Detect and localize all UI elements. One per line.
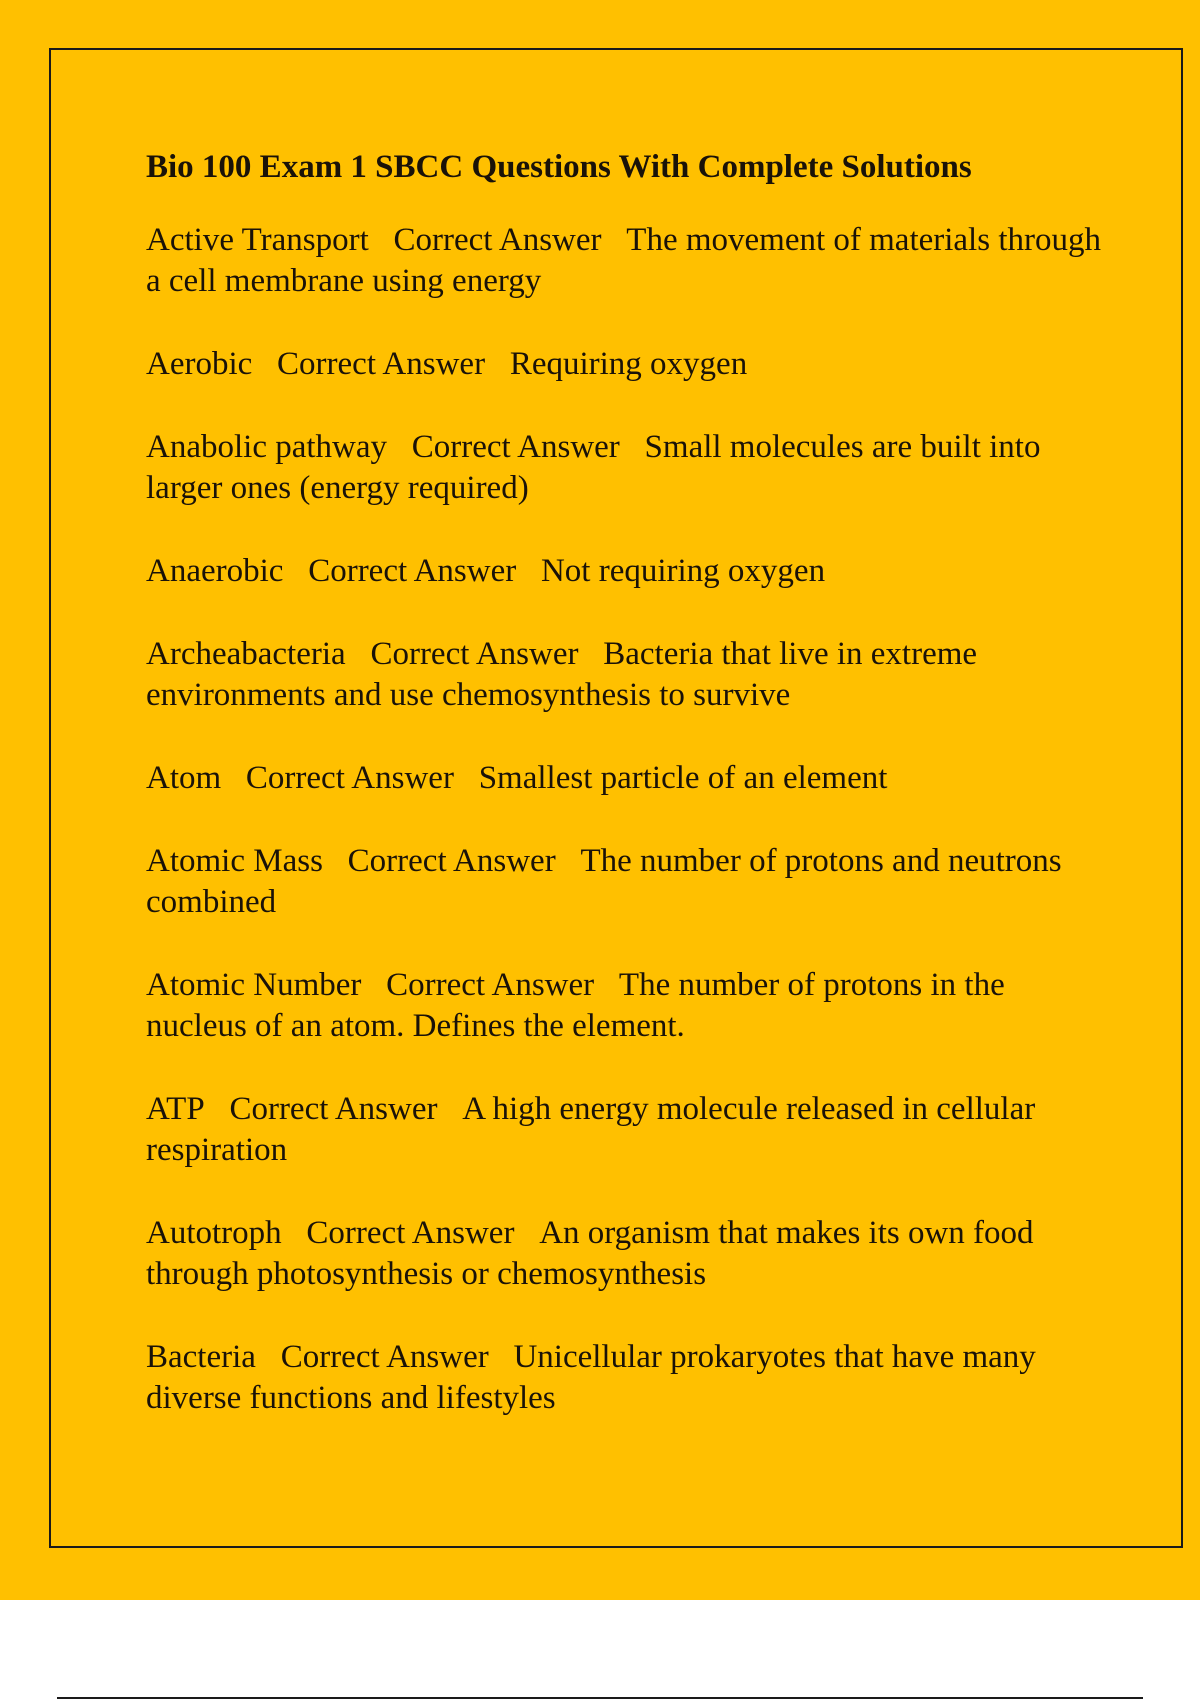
entry-label: Correct Answer	[386, 967, 595, 1003]
entry-term: Aerobic	[146, 346, 253, 382]
entry-answer: The movement of materials through a cell membrane using energy	[146, 222, 1101, 299]
entry-answer: Bacteria that live in extreme environments and use chemosynthesis to survive	[146, 636, 978, 713]
entry-answer: The number of protons and neutrons combined	[146, 843, 1062, 920]
entry-term: Anabolic pathway	[146, 429, 388, 465]
entry-answer: Requiring oxygen	[509, 346, 748, 382]
entry-term: Autotroph	[146, 1215, 282, 1251]
entry-label: Correct Answer	[370, 636, 579, 672]
qa-entry	[146, 1213, 1106, 1295]
entry-term: Archeabacteria	[146, 636, 346, 672]
entry-term: Atom	[146, 760, 222, 796]
entry-label: Correct Answer	[229, 1091, 438, 1127]
entry-answer: An organism that makes its own food through photosynthesis or chemosynthesis	[146, 1215, 1034, 1292]
entry-label: Correct Answer	[411, 429, 620, 465]
qa-entry	[146, 1337, 1106, 1419]
qa-entry	[146, 758, 1106, 799]
qa-entry	[146, 841, 1106, 923]
entry-label: Correct Answer	[306, 1215, 515, 1251]
entry-label: Correct Answer	[245, 760, 454, 796]
entry-label: Correct Answer	[308, 553, 517, 589]
qa-entry	[146, 220, 1106, 302]
entry-answer: A high energy molecule released in cellular respiration	[146, 1091, 1036, 1168]
entry-term: Anaerobic	[146, 553, 284, 589]
entry-term: Atomic Mass	[146, 843, 323, 879]
footer-divider	[57, 1697, 1143, 1699]
entry-label: Correct Answer	[277, 346, 486, 382]
qa-entry	[146, 634, 1106, 716]
qa-entry	[146, 551, 1106, 592]
entry-term: Atomic Number	[146, 967, 362, 1003]
qa-entry	[146, 427, 1106, 509]
qa-list	[146, 220, 1106, 1419]
document-body	[146, 140, 1106, 1461]
qa-entry	[146, 1089, 1106, 1171]
entry-label: Correct Answer	[347, 843, 556, 879]
entry-answer: Not requiring oxygen	[540, 553, 826, 589]
entry-answer: Small molecules are built into larger ones (energy required)	[146, 429, 1041, 506]
entry-term: Bacteria	[146, 1339, 256, 1375]
qa-entry	[146, 344, 1106, 385]
qa-entry	[146, 965, 1106, 1047]
entry-answer: Unicellular prokaryotes that have many diverse functions and lifestyles	[146, 1339, 1036, 1416]
entry-answer: The number of protons in the nucleus of an atom. Defines the element.	[146, 967, 1005, 1044]
entry-term: ATP	[146, 1091, 205, 1127]
entry-answer: Smallest particle of an element	[478, 760, 888, 796]
entry-label: Correct Answer	[280, 1339, 489, 1375]
document-title: Bio 100 Exam 1 SBCC Questions With Complete Solutions	[146, 149, 972, 185]
entry-term: Active Transport	[146, 222, 369, 258]
entry-label: Correct Answer	[393, 222, 602, 258]
